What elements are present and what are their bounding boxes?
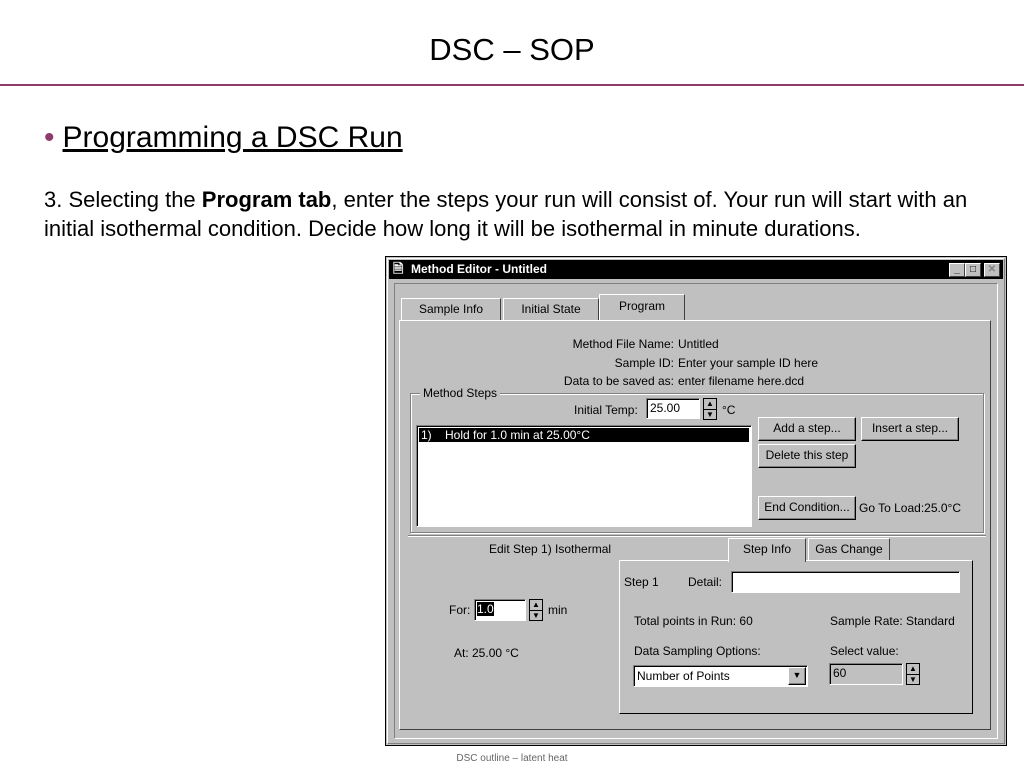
add-step-button[interactable]: Add a step...: [758, 417, 856, 441]
spin-up-icon[interactable]: ▲: [907, 664, 919, 675]
tab-gas-change[interactable]: Gas Change: [808, 538, 890, 560]
sample-id-label: Sample ID:: [614, 356, 674, 370]
spin-up-icon[interactable]: ▲: [530, 600, 542, 611]
detail-input[interactable]: [731, 571, 960, 593]
sample-id-value: Enter your sample ID here: [678, 356, 819, 370]
window-title: Method Editor - Untitled: [411, 262, 547, 276]
method-file-label: Method File Name:: [572, 337, 674, 351]
initial-temp-input[interactable]: 25.00: [646, 398, 700, 419]
initial-temp-unit: °C: [722, 403, 736, 417]
select-value-label: Select value:: [830, 644, 899, 658]
tab-initial-state[interactable]: Initial State: [503, 298, 599, 320]
spin-up-icon[interactable]: ▲: [704, 399, 716, 410]
bullet-heading: [44, 121, 403, 155]
for-label: For:: [449, 603, 471, 617]
at-label: At: 25.00 °C: [454, 646, 519, 660]
slide-footer: DSC outline – latent heat: [456, 753, 568, 764]
for-input[interactable]: [474, 599, 526, 621]
total-points-label: Total points in Run: 60: [634, 614, 753, 628]
step-list-item[interactable]: 1) Hold for 1.0 min at 25.00°C: [419, 428, 749, 442]
for-unit: min: [548, 603, 568, 617]
tab-sample-info[interactable]: Sample Info: [401, 298, 501, 320]
window-titlebar[interactable]: [389, 260, 1003, 279]
edit-step-divider: [408, 535, 986, 537]
spin-down-icon[interactable]: ▼: [532, 611, 540, 620]
spin-down-icon[interactable]: ▼: [909, 675, 917, 684]
bullet-heading-text: Programming a DSC Run: [62, 121, 403, 154]
for-input-value: 1.0: [477, 602, 494, 616]
initial-temp-label: Initial Temp:: [574, 403, 638, 417]
detail-label: Detail:: [688, 575, 723, 589]
sample-rate-label: Sample Rate: Standard: [830, 614, 955, 628]
spin-down-icon[interactable]: ▼: [706, 410, 714, 419]
insert-step-button[interactable]: Insert a step...: [861, 417, 959, 441]
step-label: Step 1: [624, 575, 659, 589]
sampling-options-select[interactable]: [633, 665, 808, 687]
tab-program[interactable]: Program: [599, 294, 685, 320]
method-file-value: Untitled: [678, 337, 719, 351]
select-value-spinner[interactable]: [906, 663, 920, 685]
end-condition-button[interactable]: End Condition...: [758, 496, 856, 520]
delete-step-button[interactable]: Delete this step: [758, 444, 856, 468]
bullet-dot-icon: •: [44, 121, 55, 154]
maximize-button[interactable]: □: [965, 263, 981, 277]
body-prefix: 3. Selecting the: [44, 187, 202, 212]
go-to-load-label: Go To Load:25.0°C: [859, 501, 961, 515]
minimize-button[interactable]: _: [949, 263, 965, 277]
sampling-options-value: Number of Points: [637, 669, 730, 683]
data-saved-label: Data to be saved as:: [563, 374, 674, 388]
title-divider: [0, 84, 1024, 86]
data-saved-value: enter filename here.dcd: [678, 374, 805, 388]
body-suffix: , enter the steps your run will consist of. Your run will start with an initial isothermal condition. Decide how long it will be isothermal in minute durations.: [44, 187, 968, 241]
method-editor-window: [385, 256, 1007, 746]
edit-step-label: Edit Step 1) Isothermal: [489, 542, 612, 556]
chevron-down-icon[interactable]: ▼: [788, 667, 806, 685]
slide-title: DSC – SOP: [429, 32, 595, 67]
for-spinner[interactable]: [529, 599, 543, 621]
select-value-input[interactable]: 60: [829, 663, 903, 685]
tab-step-info[interactable]: Step Info: [728, 538, 806, 562]
initial-temp-spinner[interactable]: [703, 398, 717, 420]
document-icon: 🗎: [393, 261, 404, 276]
instruction-paragraph: [44, 185, 994, 243]
steps-listbox[interactable]: [416, 425, 752, 527]
sampling-options-label: Data Sampling Options:: [634, 644, 761, 658]
close-button[interactable]: ✕: [984, 263, 1000, 277]
method-steps-label: Method Steps: [420, 386, 500, 400]
body-bold: Program tab: [201, 187, 332, 212]
